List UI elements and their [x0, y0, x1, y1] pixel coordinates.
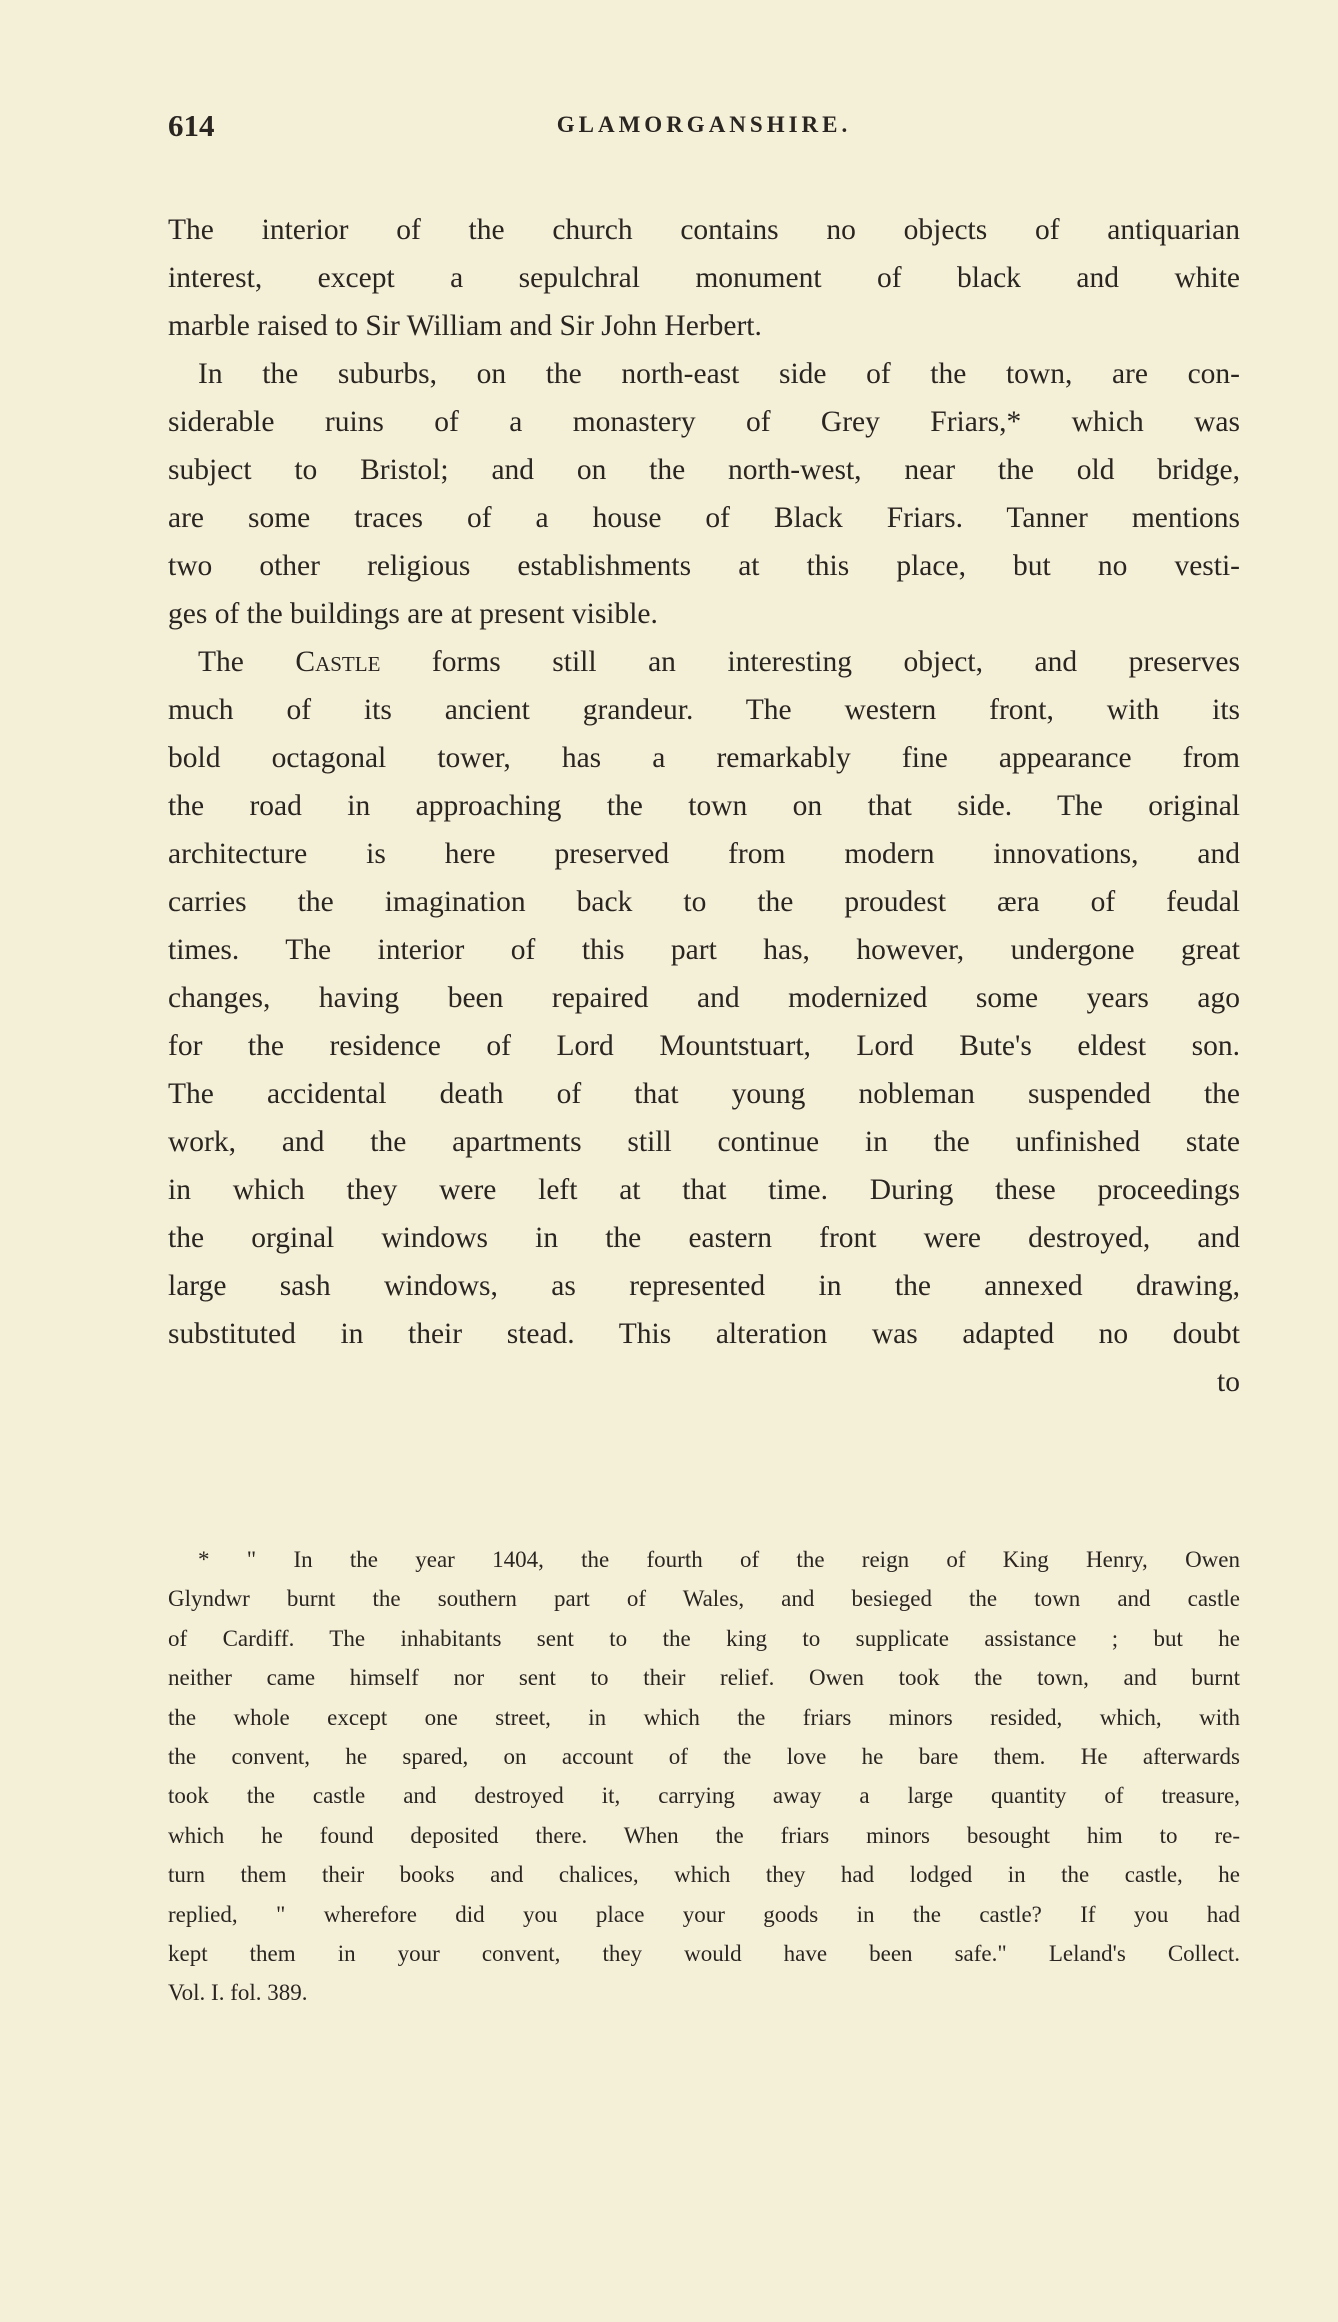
- page-number: 614: [168, 108, 215, 143]
- body-line: work, and the apartments still continue in the unfinished state: [168, 1126, 1240, 1158]
- footnote-line: the whole except one street, in which the friars minors resided, which, with: [168, 1704, 1240, 1730]
- footnote-line: * " In the year 1404, the fourth of the reign of King Henry, Owen: [198, 1547, 1240, 1572]
- footnote-line: kept them in your convent, they would have been safe." Leland's Collect.: [168, 1940, 1240, 1966]
- footnote-line: took the castle and destroyed it, carrying away a large quantity of treasure,: [168, 1783, 1240, 1809]
- body-line: subject to Bristol; and on the north-west, near the old bridge,: [168, 454, 1240, 486]
- body-line: substituted in their stead. This alteration was adapted no doubt: [168, 1318, 1240, 1350]
- running-header: [168, 108, 1240, 148]
- body-line: in which they were left at that time. During these proceedings: [168, 1174, 1240, 1206]
- running-title: GLAMORGANSHIRE.: [556, 112, 852, 137]
- body-line: interest, except a sepulchral monument of black and white: [168, 262, 1240, 294]
- body-line: The interior of the church contains no objects of antiquarian: [168, 214, 1240, 246]
- body-line: changes, having been repaired and modernized some years ago: [168, 982, 1240, 1014]
- footnote-line: turn them their books and chalices, which they had lodged in the castle, he: [168, 1862, 1240, 1888]
- footnote-line: which he found deposited there. When the friars minors besought him to re-: [168, 1822, 1240, 1848]
- small-caps-word: Castle: [295, 646, 381, 678]
- body-line: The Castle forms still an interesting object, and preserves: [198, 646, 1240, 678]
- footnote-line: neither came himself nor sent to their relief. Owen took the town, and burnt: [168, 1665, 1240, 1691]
- body-line: large sash windows, as represented in the annexed drawing,: [168, 1270, 1240, 1302]
- footnote: [168, 1540, 1240, 2013]
- body-text: [168, 206, 1240, 1406]
- body-line: carries the imagination back to the proudest æra of feudal: [168, 886, 1240, 918]
- body-line: The accidental death of that young nobleman suspended the: [168, 1078, 1240, 1110]
- body-line: bold octagonal tower, has a remarkably fine appearance from: [168, 742, 1240, 774]
- body-line: marble raised to Sir William and Sir John Herbert.: [168, 310, 762, 342]
- body-line: are some traces of a house of Black Friars. Tanner mentions: [168, 502, 1240, 534]
- footnote-line: Vol. I. fol. 389.: [168, 1980, 308, 2006]
- body-line: the orginal windows in the eastern front were destroyed, and: [168, 1222, 1240, 1254]
- body-line: the road in approaching the town on that side. The original: [168, 790, 1240, 822]
- footnote-line: replied, " wherefore did you place your goods in the castle? If you had: [168, 1901, 1240, 1927]
- body-line: ges of the buildings are at present visible.: [168, 598, 658, 630]
- body-line: siderable ruins of a monastery of Grey Friars,* which was: [168, 406, 1240, 438]
- body-line: two other religious establishments at this place, but no vesti-: [168, 550, 1240, 582]
- body-line: times. The interior of this part has, however, undergone great: [168, 934, 1240, 966]
- body-line: much of its ancient grandeur. The western front, with its: [168, 694, 1240, 726]
- footnote-line: of Cardiff. The inhabitants sent to the king to supplicate assistance ; but he: [168, 1625, 1240, 1651]
- footnote-line: Glyndwr burnt the southern part of Wales, and besieged the town and castle: [168, 1586, 1240, 1612]
- body-line: for the residence of Lord Mountstuart, Lord Bute's eldest son.: [168, 1030, 1240, 1062]
- body-line: to: [1217, 1366, 1240, 1398]
- footnote-line: the convent, he spared, on account of the love he bare them. He afterwards: [168, 1743, 1240, 1769]
- body-line: architecture is here preserved from modern innovations, and: [168, 838, 1240, 870]
- body-line: In the suburbs, on the north-east side of the town, are con-: [198, 358, 1240, 390]
